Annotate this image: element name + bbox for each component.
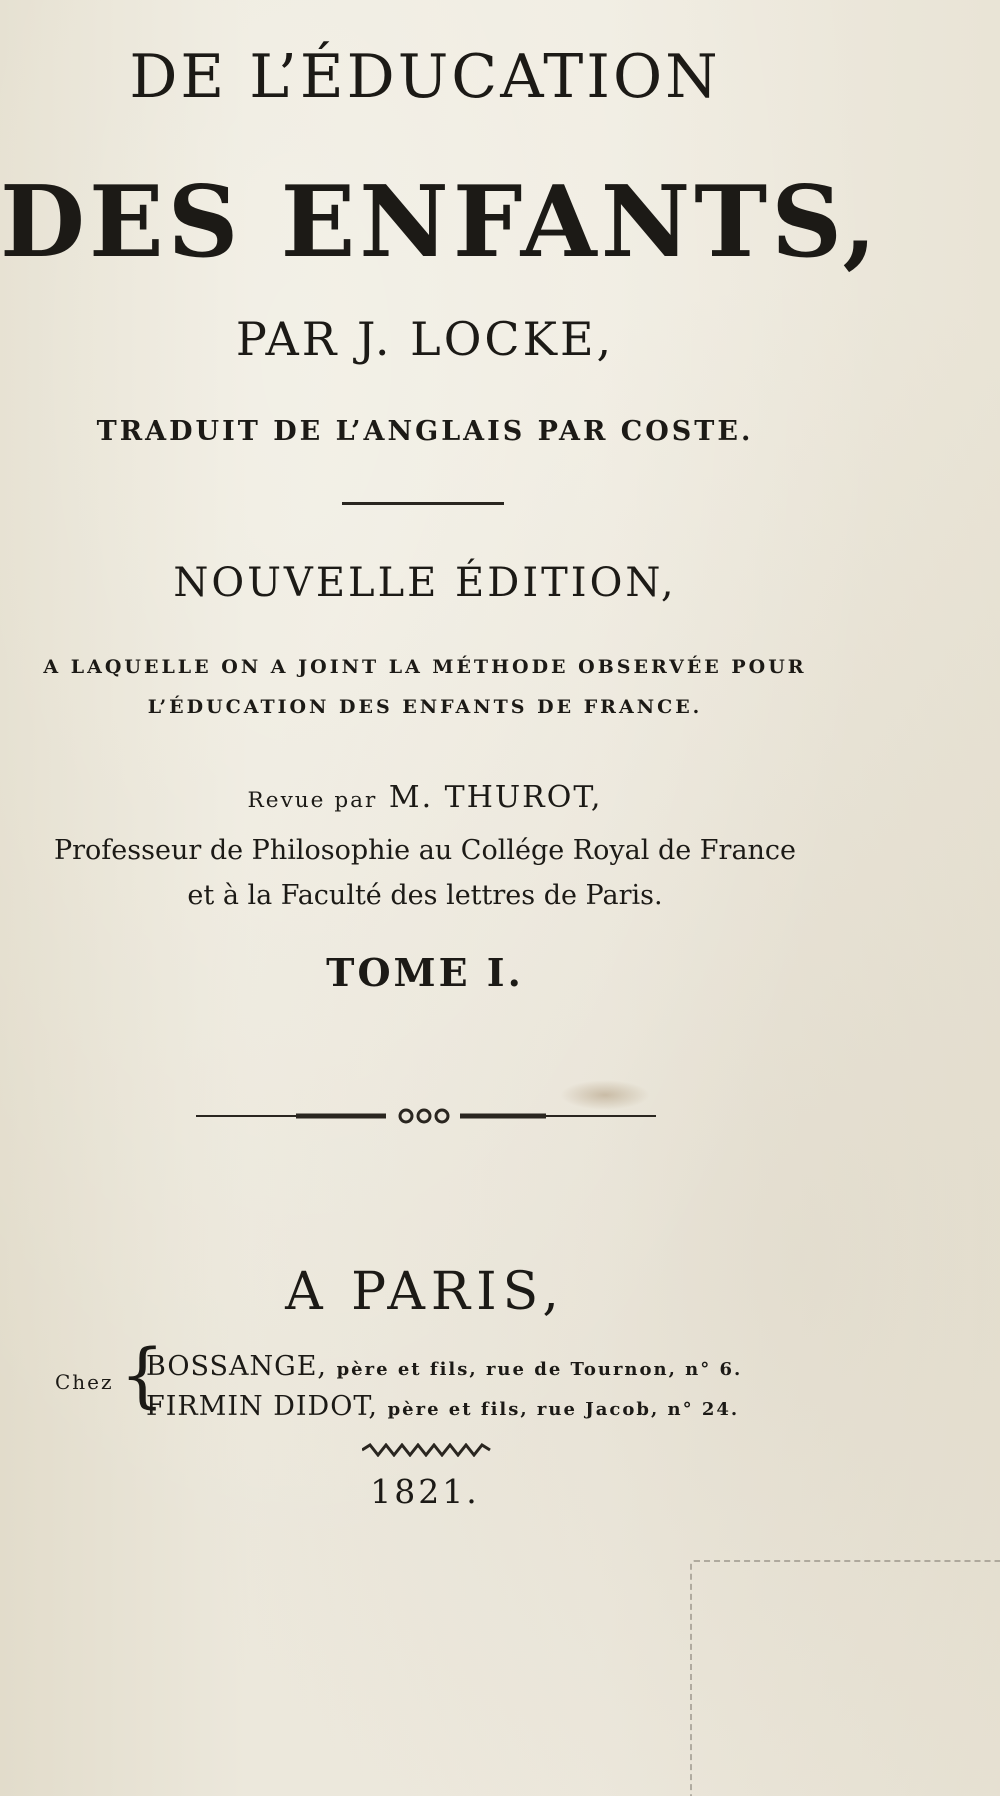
edition-heading: NOUVELLE ÉDITION, — [173, 560, 677, 606]
paper-stain — [560, 1080, 650, 1110]
professor-line-2: et à la Faculté des lettres de Paris. — [187, 880, 663, 911]
edition-note-line-2: L’ÉDUCATION DES ENFANTS DE FRANCE. — [147, 696, 703, 718]
revue-name: M. THUROT, — [388, 780, 603, 815]
brace-icon: { — [120, 1334, 165, 1416]
tome-label: TOME I. — [326, 950, 524, 995]
library-stamp — [690, 1560, 1000, 1796]
author-line: PAR J. LOCKE, — [235, 312, 615, 366]
title-line-1: DE L’ÉDUCATION — [129, 42, 721, 112]
year-line: 1821. — [370, 1472, 480, 1511]
revue-line — [0, 780, 850, 815]
publisher-2-name: FIRMIN DIDOT, — [146, 1391, 378, 1422]
divider-rule — [342, 502, 504, 505]
publisher-2 — [146, 1391, 739, 1422]
edition-note-line-1: A LAQUELLE ON A JOINT LA MÉTHODE OBSERVÉE POUR — [43, 656, 807, 678]
publisher-2-details: père et fils, rue Jacob, n° 24. — [387, 1399, 740, 1420]
translator-line: TRADUIT DE L’ANGLAIS PAR COSTE. — [96, 416, 754, 447]
revue-prefix: Revue par — [247, 788, 378, 813]
publisher-1-name: BOSSANGE, — [146, 1351, 327, 1382]
chez-label: Chez — [55, 1370, 114, 1394]
professor-line-1: Professeur de Philosophie au Collége Royal de France — [53, 835, 797, 866]
wavy-ornament — [362, 1443, 492, 1457]
city-line: A PARIS, — [285, 1262, 565, 1322]
title-line-2: DES ENFANTS, — [0, 165, 881, 280]
publisher-1 — [146, 1351, 742, 1382]
publisher-1-details: père et fils, rue de Tournon, n° 6. — [336, 1359, 743, 1380]
